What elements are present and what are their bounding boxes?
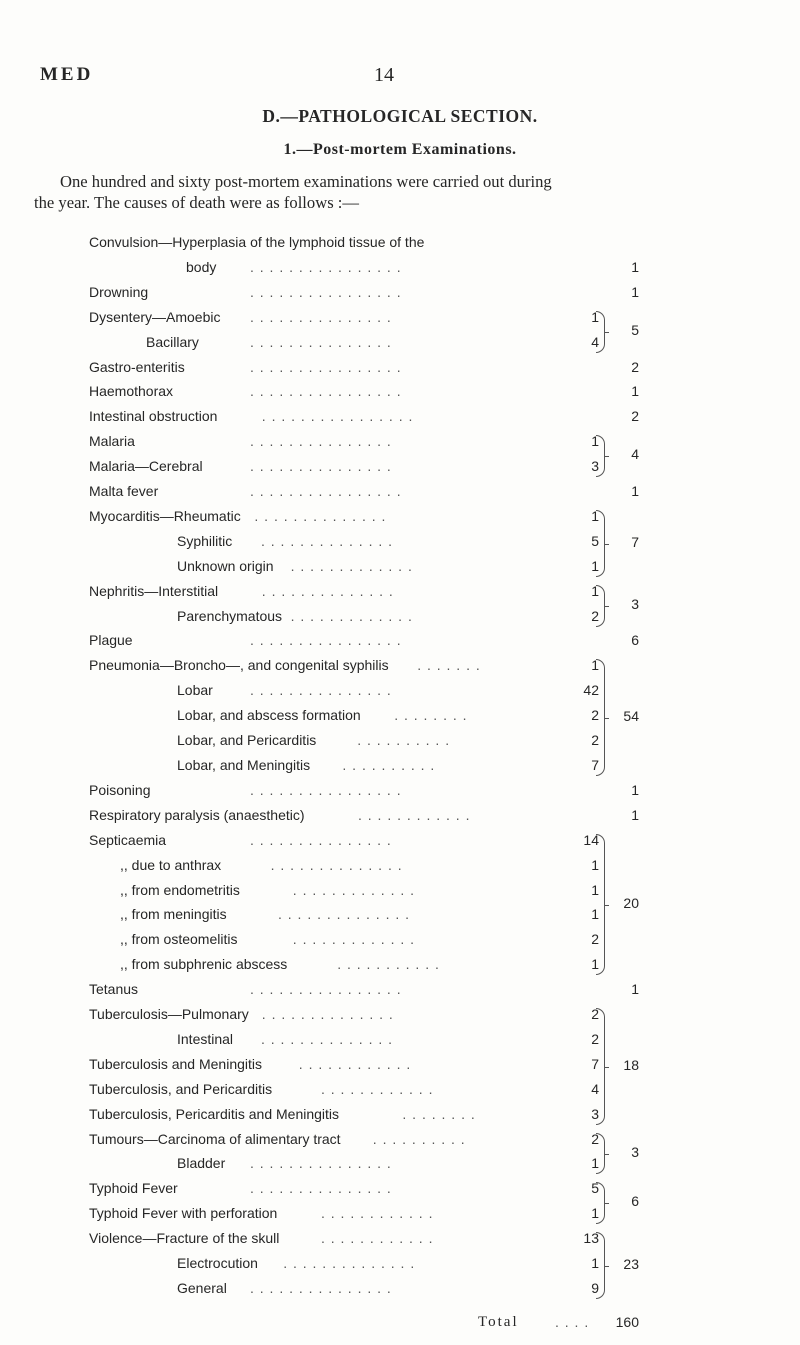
cause-label: Lobar, and Meningitis — [177, 757, 311, 773]
cause-total: 1 — [631, 483, 639, 499]
subtotal-count: 5 — [591, 1180, 599, 1196]
cause-label: Violence—Fracture of the skull — [89, 1230, 280, 1246]
cause-label: Typhoid Fever with perforation — [89, 1205, 278, 1221]
cause-label: Haemothorax — [89, 383, 174, 399]
subtotal-count: 9 — [591, 1280, 599, 1296]
group-total-row — [0, 1256, 800, 1276]
group-total-row — [0, 534, 800, 554]
subtotal-count: 1 — [591, 882, 599, 898]
cause-label: Unknown origin — [177, 558, 274, 574]
leader-dots: . . . . . . . . . . . . . . . — [250, 309, 392, 325]
table-row — [0, 508, 800, 528]
group-total-row — [0, 322, 800, 342]
group-total: 18 — [623, 1057, 639, 1073]
cause-total: 1 — [631, 807, 639, 823]
leader-dots: . . . . . . . . . . . . . . . — [250, 334, 392, 350]
table-row — [0, 1081, 800, 1101]
table-row — [0, 857, 800, 877]
subtotal-count: 2 — [591, 608, 599, 624]
table-row — [0, 782, 800, 802]
cause-label: ,, from meningitis — [120, 906, 227, 922]
subtotal-count: 2 — [591, 707, 599, 723]
group-total: 5 — [631, 322, 639, 338]
cause-label: Septicaemia — [89, 832, 167, 848]
subtotal-count: 1 — [591, 1255, 599, 1271]
leader-dots: . . . . . . . . . . . . . . . — [250, 1155, 392, 1171]
subtotal-count: 2 — [591, 732, 599, 748]
group-total: 7 — [631, 534, 639, 550]
cause-label: Malaria—Cerebral — [89, 458, 203, 474]
leader-dots: . . . . . . . . . . . . . . — [261, 583, 394, 599]
subtotal-count: 3 — [591, 1106, 599, 1122]
subtotal-count: 2 — [591, 1031, 599, 1047]
table-row — [0, 1106, 800, 1126]
table-row — [0, 234, 800, 254]
table-row — [0, 383, 800, 403]
cause-label: Parenchymatous — [177, 608, 283, 624]
intro-paragraph — [34, 171, 794, 213]
subtotal-count: 7 — [591, 757, 599, 773]
subtotal-count: 1 — [591, 857, 599, 873]
cause-label: Plague — [89, 632, 133, 648]
leader-dots: . . . . . . . . . . . . . . . — [250, 682, 392, 698]
table-row — [0, 359, 800, 379]
subtotal-count: 7 — [591, 1056, 599, 1072]
running-header-left: MED — [40, 64, 94, 85]
table-row — [0, 284, 800, 304]
cause-label: Drowning — [89, 284, 149, 300]
leader-dots: . . . . . . . . . . . . . . — [283, 1255, 416, 1271]
leader-dots: . . . . . . . . . . . . . . . — [250, 458, 392, 474]
group-total-row — [0, 446, 800, 466]
group-total-row — [0, 596, 800, 616]
table-row — [0, 259, 800, 279]
leader-dots: . . . . . . . — [417, 657, 481, 673]
table-row — [0, 1031, 800, 1051]
subtotal-count: 13 — [583, 1230, 599, 1246]
table-row — [0, 981, 800, 1001]
total-leader-dots: . . . . — [555, 1314, 590, 1330]
leader-dots: . . . . . . . . . . . . . . . . — [250, 359, 402, 375]
cause-label: Intestinal — [177, 1031, 234, 1047]
leader-dots: . . . . . . . . . . . . . . . . — [250, 383, 402, 399]
table-row — [0, 1230, 800, 1250]
leader-dots: . . . . . . . . . . . . . . . — [250, 1280, 392, 1296]
group-total: 6 — [631, 1193, 639, 1209]
leader-dots: . . . . . . . . . . . . . . — [254, 508, 387, 524]
leader-dots: . . . . . . . . . . . . . . . . — [250, 782, 402, 798]
subtotal-count: 1 — [591, 433, 599, 449]
leader-dots: . . . . . . . . . . . . . . . . — [250, 259, 402, 275]
cause-label: Electrocution — [177, 1255, 258, 1271]
subtotal-count: 4 — [591, 334, 599, 350]
cause-label: Bladder — [177, 1155, 226, 1171]
cause-total: 1 — [631, 782, 639, 798]
leader-dots: . . . . . . . . . . . . . . — [261, 533, 394, 549]
group-total-row — [0, 708, 800, 728]
subtotal-count: 1 — [591, 558, 599, 574]
leader-dots: . . . . . . . . . . . . . . — [261, 1006, 394, 1022]
subtotal-count: 1 — [591, 508, 599, 524]
total-value: 160 — [615, 1314, 639, 1330]
leader-dots: . . . . . . . . . . — [357, 732, 451, 748]
subtotal-count: 2 — [591, 1006, 599, 1022]
leader-dots: . . . . . . . . . . . . . . — [278, 906, 411, 922]
table-row — [0, 832, 800, 852]
cause-label: ,, due to anthrax — [120, 857, 222, 873]
page-number: 14 — [374, 64, 394, 86]
table-row — [0, 931, 800, 951]
cause-label: Myocarditis—Rheumatic — [89, 508, 241, 524]
cause-label: Gastro-enteritis — [89, 359, 185, 375]
cause-label: Bacillary — [146, 334, 199, 350]
table-row — [0, 657, 800, 677]
leader-dots: . . . . . . . . — [394, 707, 468, 723]
table-row — [0, 807, 800, 827]
leader-dots: . . . . . . . . . . . . . . . . — [261, 408, 414, 424]
cause-label: Syphilitic — [177, 533, 233, 549]
subtotal-count: 2 — [591, 1131, 599, 1147]
leader-dots: . . . . . . . . . . . . — [298, 1056, 412, 1072]
leader-dots: . . . . . . . . . . . . . — [290, 558, 413, 574]
leader-dots: . . . . . . . . . . . . — [321, 1081, 434, 1097]
cause-label: Tumours—Carcinoma of alimentary tract — [89, 1131, 341, 1147]
cause-label: Pneumonia—Broncho—, and congenital syphilis — [89, 657, 389, 673]
subtotal-count: 1 — [591, 1155, 599, 1171]
cause-label: Tuberculosis and Meningitis — [89, 1056, 263, 1072]
cause-total: 1 — [631, 284, 639, 300]
cause-label: General — [177, 1280, 227, 1296]
group-total: 23 — [623, 1256, 639, 1272]
cause-label: Convulsion—Hyperplasia of the lymphoid tissue of the — [89, 234, 425, 250]
leader-dots: . . . . . . . . . . . . . . — [261, 1031, 394, 1047]
cause-label: Tuberculosis, and Pericarditis — [89, 1081, 273, 1097]
table-row — [0, 956, 800, 976]
leader-dots: . . . . . . . . . . . . . — [290, 608, 413, 624]
total-label: Total — [478, 1314, 519, 1330]
group-total: 3 — [631, 1144, 639, 1160]
leader-dots: . . . . . . . . . . . . . — [292, 882, 416, 898]
cause-label: Tetanus — [89, 981, 139, 997]
table-row — [0, 1006, 800, 1026]
cause-label: ,, from endometritis — [120, 882, 240, 898]
group-total-row — [0, 1057, 800, 1077]
table-row — [0, 757, 800, 777]
section-title: D.—PATHOLOGICAL SECTION. — [262, 106, 538, 126]
subtotal-count: 3 — [591, 458, 599, 474]
group-total-row — [0, 1193, 800, 1213]
leader-dots: . . . . . . . . . . — [372, 1131, 466, 1147]
leader-dots: . . . . . . . . — [402, 1106, 476, 1122]
cause-total: 1 — [631, 259, 639, 275]
cause-total: 6 — [631, 632, 639, 648]
leader-dots: . . . . . . . . . . . . — [358, 807, 471, 823]
subsection-title: 1.—Post-mortem Examinations. — [283, 141, 517, 158]
cause-total: 1 — [631, 383, 639, 399]
group-total: 4 — [631, 446, 639, 462]
leader-dots: . . . . . . . . . . . . . . . . — [250, 632, 402, 648]
cause-label: Malta fever — [89, 483, 159, 499]
cause-label: Dysentery—Amoebic — [89, 309, 221, 325]
table-row — [0, 732, 800, 752]
cause-total: 2 — [631, 408, 639, 424]
subtotal-count: 1 — [591, 1205, 599, 1221]
group-total: 54 — [623, 708, 639, 724]
cause-label: Lobar — [177, 682, 213, 698]
cause-label: Tuberculosis, Pericarditis and Meningitis — [89, 1106, 340, 1122]
subtotal-count: 1 — [591, 956, 599, 972]
leader-dots: . . . . . . . . . . . . . — [292, 931, 416, 947]
table-row — [0, 682, 800, 702]
cause-total: 2 — [631, 359, 639, 375]
group-total-row — [0, 1144, 800, 1164]
table-row — [0, 483, 800, 503]
subtotal-count: 4 — [591, 1081, 599, 1097]
group-total: 3 — [631, 596, 639, 612]
subtotal-count: 5 — [591, 533, 599, 549]
cause-total: 1 — [631, 981, 639, 997]
cause-label: Typhoid Fever — [89, 1180, 178, 1196]
table-row — [0, 632, 800, 652]
leader-dots: . . . . . . . . . . . . — [321, 1205, 434, 1221]
cause-label: Lobar, and Pericarditis — [177, 732, 317, 748]
cause-label: Lobar, and abscess formation — [177, 707, 361, 723]
leader-dots: . . . . . . . . . . . . . . . — [250, 1180, 392, 1196]
group-total-row — [0, 895, 800, 915]
subtotal-count: 1 — [591, 657, 599, 673]
subtotal-count: 1 — [591, 906, 599, 922]
cause-label: Intestinal obstruction — [89, 408, 218, 424]
cause-label: Poisoning — [89, 782, 151, 798]
subtotal-count: 14 — [583, 832, 599, 848]
cause-label: ,, from subphrenic abscess — [120, 956, 288, 972]
leader-dots: . . . . . . . . . . . — [337, 956, 440, 972]
subtotal-count: 1 — [591, 309, 599, 325]
intro-line-2: the year. The causes of death were as follows :— — [34, 193, 360, 212]
cause-label: Respiratory paralysis (anaesthetic) — [89, 807, 305, 823]
leader-dots: . . . . . . . . . . . . . . . . — [250, 284, 402, 300]
leader-dots: . . . . . . . . . . . . . . . — [250, 832, 392, 848]
leader-dots: . . . . . . . . . . . . . . . . — [250, 483, 402, 499]
table-row — [0, 558, 800, 578]
leader-dots: . . . . . . . . . . — [342, 757, 436, 773]
leader-dots: . . . . . . . . . . . . . . . — [250, 433, 392, 449]
cause-label: Nephritis—Interstitial — [89, 583, 219, 599]
intro-line-1: One hundred and sixty post-mortem examinations were carried out during — [60, 172, 552, 191]
total-row — [0, 1314, 800, 1336]
leader-dots: . . . . . . . . . . . . . . — [270, 857, 403, 873]
subtotal-count: 42 — [583, 682, 599, 698]
cause-label: ,, from osteomelitis — [120, 931, 238, 947]
subtotal-count: 2 — [591, 931, 599, 947]
leader-dots: . . . . . . . . . . . . — [321, 1230, 434, 1246]
cause-label: Malaria — [89, 433, 135, 449]
table-row — [0, 1280, 800, 1300]
leader-dots: . . . . . . . . . . . . . . . . — [250, 981, 402, 997]
cause-label: Tuberculosis—Pulmonary — [89, 1006, 249, 1022]
group-total: 20 — [623, 895, 639, 911]
cause-label: body — [186, 259, 217, 275]
subtotal-count: 1 — [591, 583, 599, 599]
table-row — [0, 408, 800, 428]
